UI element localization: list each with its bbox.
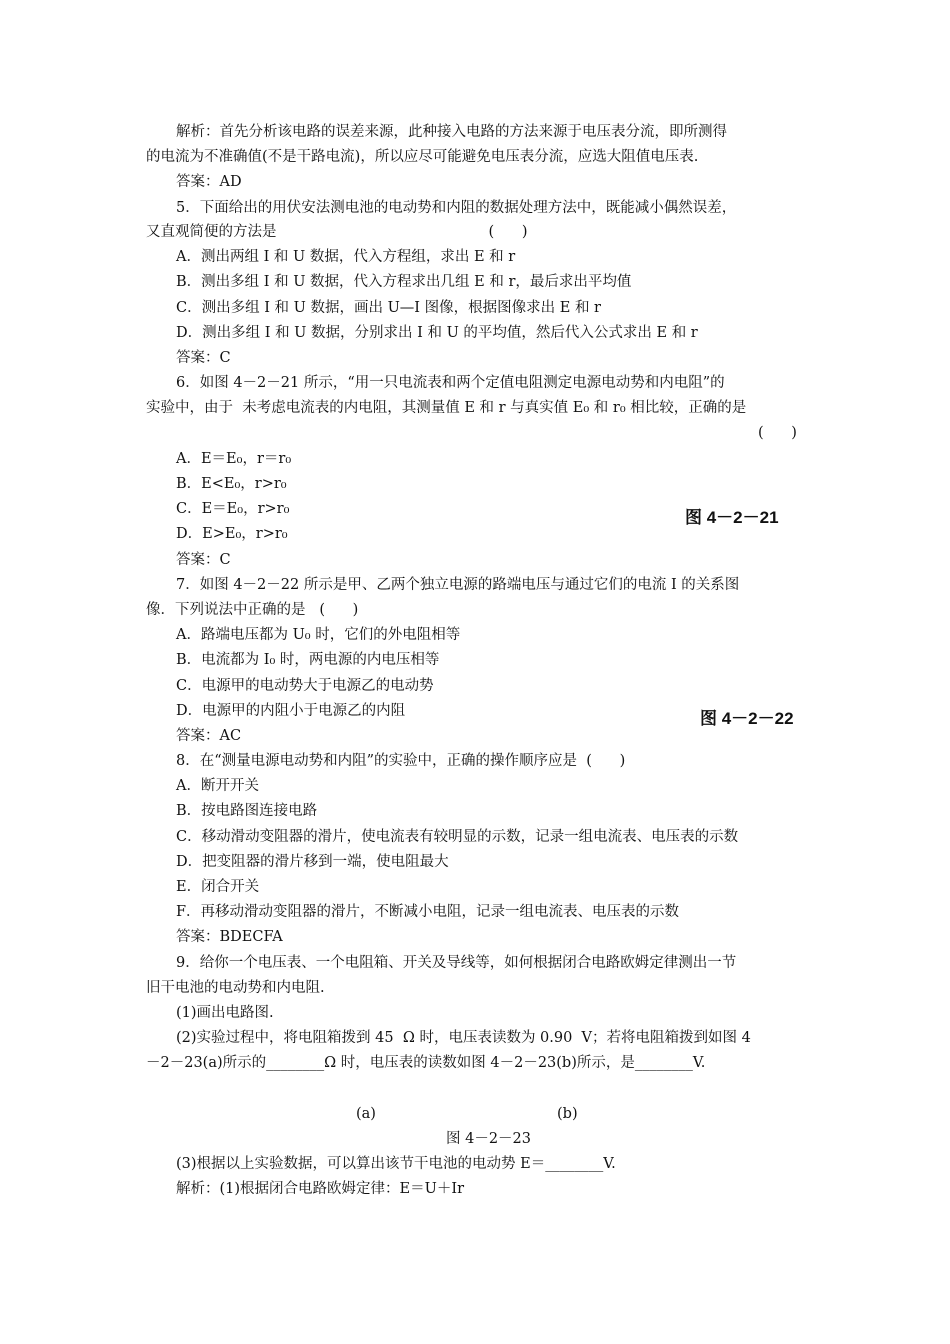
question-9-part-3: (3)根据以上实验数据，可以算出该节干电池的电动势 E＝________V.	[176, 1156, 616, 1172]
question-9-part-2-line-2: －2－23(a)所示的________Ω 时，电压表的读数如图 4－2－23(b)所示，是________V.	[146, 1055, 706, 1071]
figure-label-4-2-21: 图 4－2－21	[685, 508, 779, 527]
question-5-option-c: C．测出多组 I 和 U 数据，画出 U—I 图像，根据图像求出 E 和 r	[176, 300, 601, 316]
question-9-part-2-line-1: (2)实验过程中，将电阻箱拨到 45 Ω 时，电压表读数为 0.90 V；若将电阻箱拨到如图 4	[176, 1030, 751, 1046]
subfigure-label-b: (b)	[557, 1106, 578, 1122]
question-9-part-1: (1)画出电路图.	[176, 1005, 274, 1021]
question-8-step-a: A．断开开关	[176, 778, 259, 794]
question-6-option-a: A．E＝E₀，r＝r₀	[176, 451, 292, 467]
question-8-step-f: F．再移动滑动变阻器的滑片，不断减小电阻，记录一组电流表、电压表的示数	[176, 904, 680, 920]
question-6-option-c: C．E＝E₀，r>r₀	[176, 501, 290, 517]
question-6-option-b: B．E<E₀，r>r₀	[176, 476, 287, 492]
question-8-step-e: E．闭合开关	[176, 879, 260, 895]
solution-line-1: 解析：(1)根据闭合电路欧姆定律：E＝U＋Ir	[176, 1181, 465, 1197]
question-7-option-a: A．路端电压都为 U₀ 时，它们的外电阻相等	[176, 627, 461, 643]
answer-4: 答案：AD	[176, 174, 242, 190]
question-8-step-b: B．按电路图连接电路	[176, 803, 318, 819]
question-7-stem-2: 像．下列说法中正确的是 ( )	[146, 602, 359, 618]
question-8-step-c: C．移动滑动变阻器的滑片，使电流表有较明显的示数，记录一组电流表、电压表的示数	[176, 829, 739, 845]
question-8-step-d: D．把变阻器的滑片移到一端，使电阻最大	[176, 854, 449, 870]
question-7-stem-1: 7．如图 4－2－22 所示是甲、乙两个独立电源的路端电压与通过它们的电流 I 的关系图	[176, 577, 740, 593]
question-5-stem-2: 又直观简便的方法是 ( )	[146, 224, 528, 240]
analysis-line-1: 解析：首先分析该电路的误差来源，此种接入电路的方法来源于电压表分流，即所测得	[176, 124, 727, 140]
answer-7: 答案：AC	[176, 728, 242, 744]
question-8-stem: 8．在“测量电源电动势和内阻”的实验中，正确的操作顺序应是 ( )	[176, 753, 626, 769]
question-6-stem-2: 实验中，由于 未考虑电流表的内电阻，其测量值 E 和 r 与真实值 E₀ 和 r₀ 相比较，正确的是	[146, 400, 747, 416]
question-6-blank: ( )	[758, 425, 797, 441]
question-7-option-b: B．电流都为 I₀ 时，两电源的内电压相等	[176, 652, 440, 668]
figure-caption-4-2-23: 图 4－2－23	[446, 1131, 532, 1147]
question-6-stem-1: 6．如图 4－2－21 所示，“用一只电流表和两个定值电阻测定电源电动势和内电阻”的	[176, 375, 725, 391]
question-7-option-d: D．电源甲的内阻小于电源乙的内阻	[176, 703, 406, 719]
analysis-line-2: 的电流为不准确值(不是干路电流)，所以应尽可能避免电压表分流，应选大阻值电压表.	[146, 149, 699, 165]
question-5-option-d: D．测出多组 I 和 U 数据，分别求出 I 和 U 的平均值，然后代入公式求出 E 和 r	[176, 325, 698, 341]
answer-5: 答案：C	[176, 350, 231, 366]
question-5-option-a: A．测出两组 I 和 U 数据，代入方程组，求出 E 和 r	[176, 249, 516, 265]
question-9-stem-1: 9．给你一个电压表、一个电阻箱、开关及导线等，如何根据闭合电路欧姆定律测出一节	[176, 955, 737, 971]
answer-6: 答案：C	[176, 552, 231, 568]
answer-8: 答案：BDECFA	[176, 929, 283, 945]
question-5-option-b: B．测出多组 I 和 U 数据，代入方程求出几组 E 和 r，最后求出平均值	[176, 274, 632, 290]
subfigure-label-a: (a)	[356, 1106, 376, 1122]
question-5-stem-1: 5．下面给出的用伏安法测电池的电动势和内阻的数据处理方法中，既能减小偶然误差，	[176, 200, 737, 216]
question-7-option-c: C．电源甲的电动势大于电源乙的电动势	[176, 678, 434, 694]
figure-label-4-2-22: 图 4－2－22	[700, 709, 794, 728]
question-6-option-d: D．E>E₀，r>r₀	[176, 526, 288, 542]
question-9-stem-2: 旧干电池的电动势和内电阻.	[146, 980, 325, 996]
